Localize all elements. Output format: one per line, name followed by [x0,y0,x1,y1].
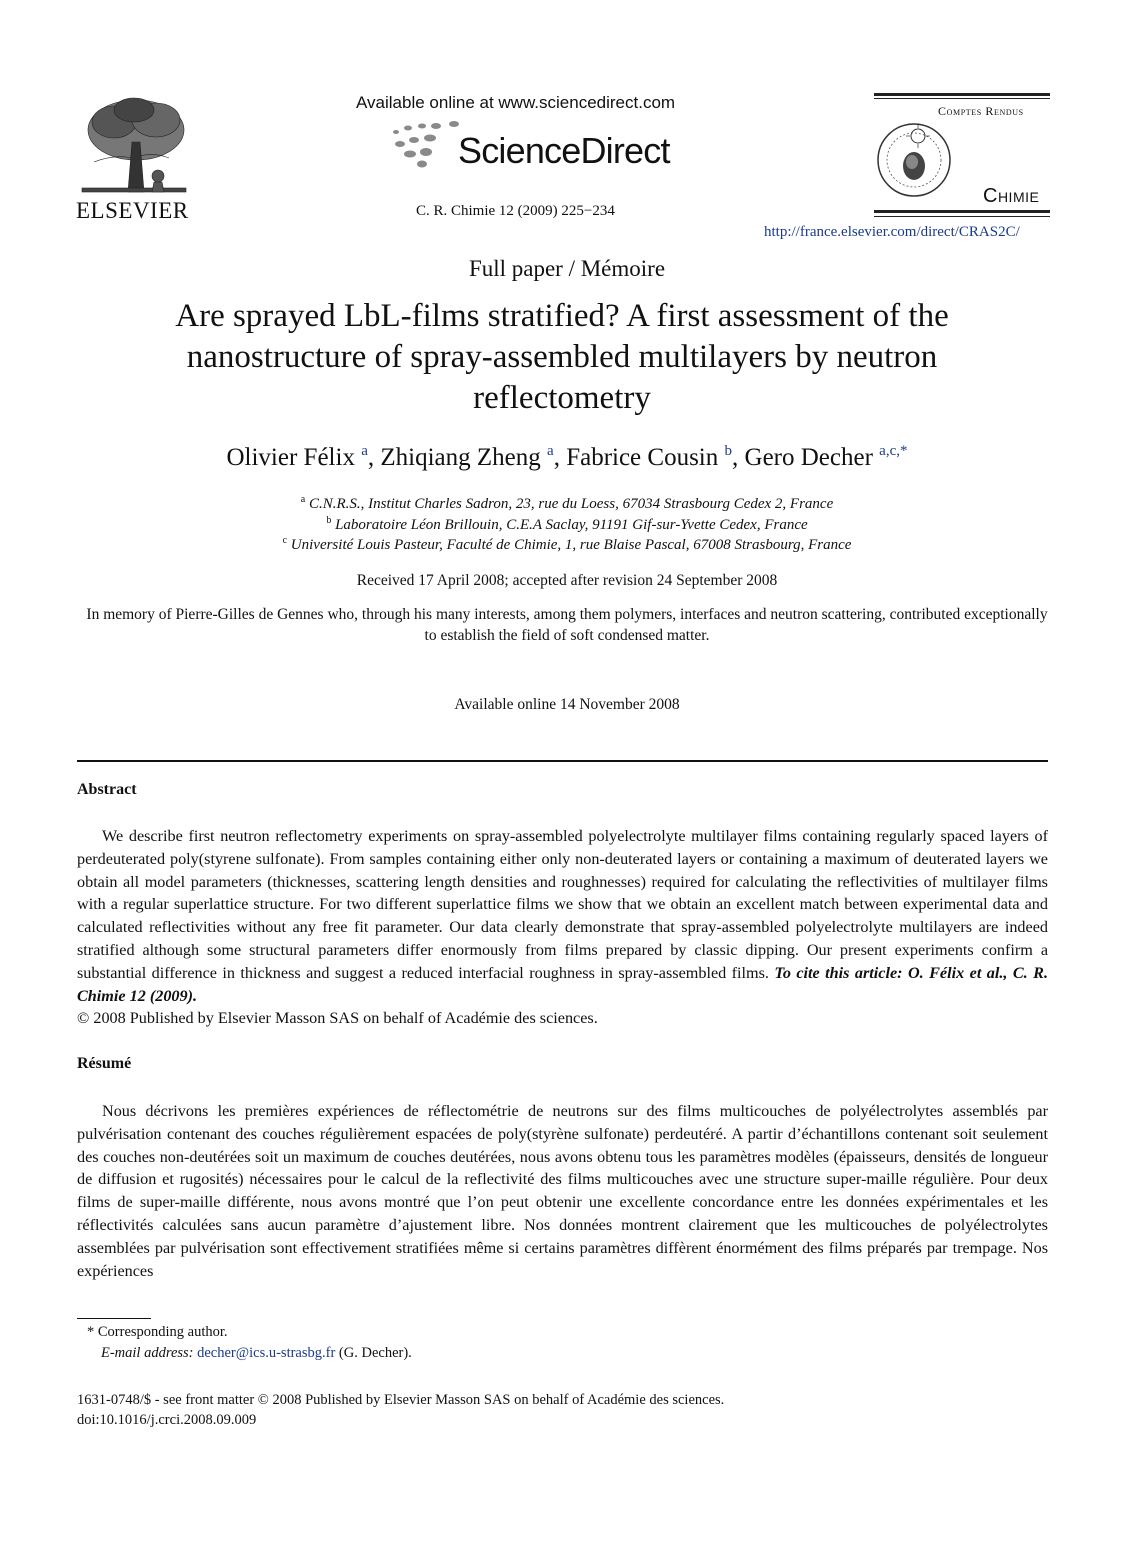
abstract-copyright: © 2008 Published by Elsevier Masson SAS on behalf of Académie des sciences. [77,1009,598,1028]
footnote-rule [77,1318,151,1319]
available-online-date: Available online 14 November 2008 [454,696,680,713]
journal-name-bottom: Chimie [983,185,1040,207]
paper-title: Are sprayed LbL-films stratified? A first assessment of the nanostructure of spray-assembled multilayers by neutron reflectometry [175,298,949,416]
affiliation-text: Université Louis Pasteur, Faculté de Chimie, 1, rue Blaise Pascal, 67008 Strasbourg, France [290,537,852,553]
journal-box-rule [874,93,1050,96]
email-footnote [101,1345,412,1362]
front-matter [77,1390,724,1430]
email-owner: (G. Decher). [338,1345,412,1361]
author-affiliation-mark[interactable]: a [547,443,554,459]
corresponding-author-note: * Corresponding author. [87,1324,228,1340]
affiliation-mark: a [300,494,306,505]
email-label: E-mail address: [101,1345,194,1361]
author-name: Fabrice Cousin [566,444,719,471]
author-name: Gero Decher [744,444,873,471]
journal-box-rule [874,98,1050,99]
journal-box-rule [874,216,1050,217]
author-name: Zhiqiang Zheng [380,444,541,471]
affiliation [0,496,1134,513]
academie-seal-icon [874,112,954,208]
sciencedirect-wordmark: ScienceDirect [458,130,670,171]
cite-this-article: To cite this article: O. Félix et al., C. R. Chimie 12 (2009). [77,963,1048,1005]
affiliation [0,537,1134,554]
affiliation-text: C.N.R.S., Institut Charles Sadron, 23, rue du Loess, 67034 Strasbourg Cedex 2, France [308,496,834,512]
issn-line: 1631-0748/$ - see front matter © 2008 Published by Elsevier Masson SAS on behalf of Académie des sciences. [77,1392,725,1408]
journal-name-top: Comptes Rendus [938,104,1024,118]
abstract-text: We describe first neutron reflectometry experiments on spray-assembled polyelectrolyte multilayer films containing regularly spaced layers of perdeuterated poly(styrene sulfonate). From samples containing either only non-deuterated layers or containing a maximum of deuterated layers we obtain all model parameters (thicknesses, scattering length densities and roughnesses) required for calculating the reflectivities of multilayer films with a regular superlattice structure. For two different superlattice films we show that we obtain an excellent match between experimental data and calculated reflectivities without any free fit parameter. Our data clearly demonstrate that spray-assembled polyelectrolyte multilayers are indeed stratified although some structural parameters differ enormously from films prepared by classic dipping. Our present experiments confirm a substantial difference in thickness and suggest a reduced interfacial roughness in spray-assembled films. [77,827,1048,982]
author-affiliation-mark[interactable]: b [724,443,733,459]
dedication: In memory of Pierre-Gilles de Gennes who, through his many interests, among them polymers, interfaces and neutron scattering, contributed exceptionally to establish the field of soft condensed matter. [86,606,1048,644]
affiliation-text: Laboratoire Léon Brillouin, C.E.A Saclay, 91191 Gif-sur-Yvette Cedex, France [335,517,808,533]
paper-type: Full paper / Mémoire [468,256,666,281]
author-list: Olivier Félix $^a$, Zhiqiang Zheng $^a$, Fabrice Cousin $^b$, Gero Decher $^{a,c,*}$ [226,443,908,471]
received-dates: Received 17 April 2008; accepted after revision 24 September 2008 [356,572,778,589]
abstract-body [77,825,1048,1030]
sciencedirect-dots-icon [386,120,466,170]
author-affiliation-mark[interactable]: a,c,* [879,443,908,459]
doi-line: doi:10.1016/j.crci.2008.09.009 [77,1412,257,1428]
resume-heading: Résumé [77,1055,132,1072]
author-affiliation-mark[interactable]: a [361,443,368,459]
journal-citation: C. R. Chimie 12 (2009) 225−234 [416,203,615,219]
author-name: Olivier Félix [226,444,355,471]
journal-box-rule [874,210,1050,213]
resume-body [77,1100,1048,1284]
affiliation-mark: b [326,515,332,526]
publisher-name: ELSEVIER [76,198,189,223]
available-online-at: Available online at www.sciencedirect.com [356,93,676,112]
resume-text: Nous décrivons les premières expériences de réflectométrie de neutrons sur des films multicouches de polyélectrolytes assemblés par pulvérisation contenant des couches régulièrement espacées de poly(styrène sulfonate) perdeutéré. A partir d’échantillons contenant soit seulement des couches non-deutérées soit un maximum de couches deutérées, nous avons obtenu tous les paramètres modèles (épaisseurs, densités de longueur de diffusion et rugosités) nécessaires pour le calcul de la reflectivité des films multicouches avec une structure super-maille régulière. Pour deux films de super-maille différente, nous avons montré que l’on peut obtenir une excellente concordance entre les données expérimentales et les réflectivités calculées sans aucun paramètre d’ajustement libre. Nos données montrent clairement que les multicouches de polyélectrolytes assemblées par pulvérisation sont effectivement stratifiées même si certains paramètres diffèrent énormément des films préparés par trempage. Nos expériences [77,1102,1048,1280]
abstract-heading: Abstract [77,781,137,798]
affiliation-mark: c [282,535,288,546]
section-divider [77,760,1048,762]
journal-url-link[interactable]: http://france.elsevier.com/direct/CRAS2C/ [764,224,1020,240]
affiliation [0,517,1134,534]
email-link[interactable]: decher@ics.u-strasbg.fr [197,1345,336,1361]
